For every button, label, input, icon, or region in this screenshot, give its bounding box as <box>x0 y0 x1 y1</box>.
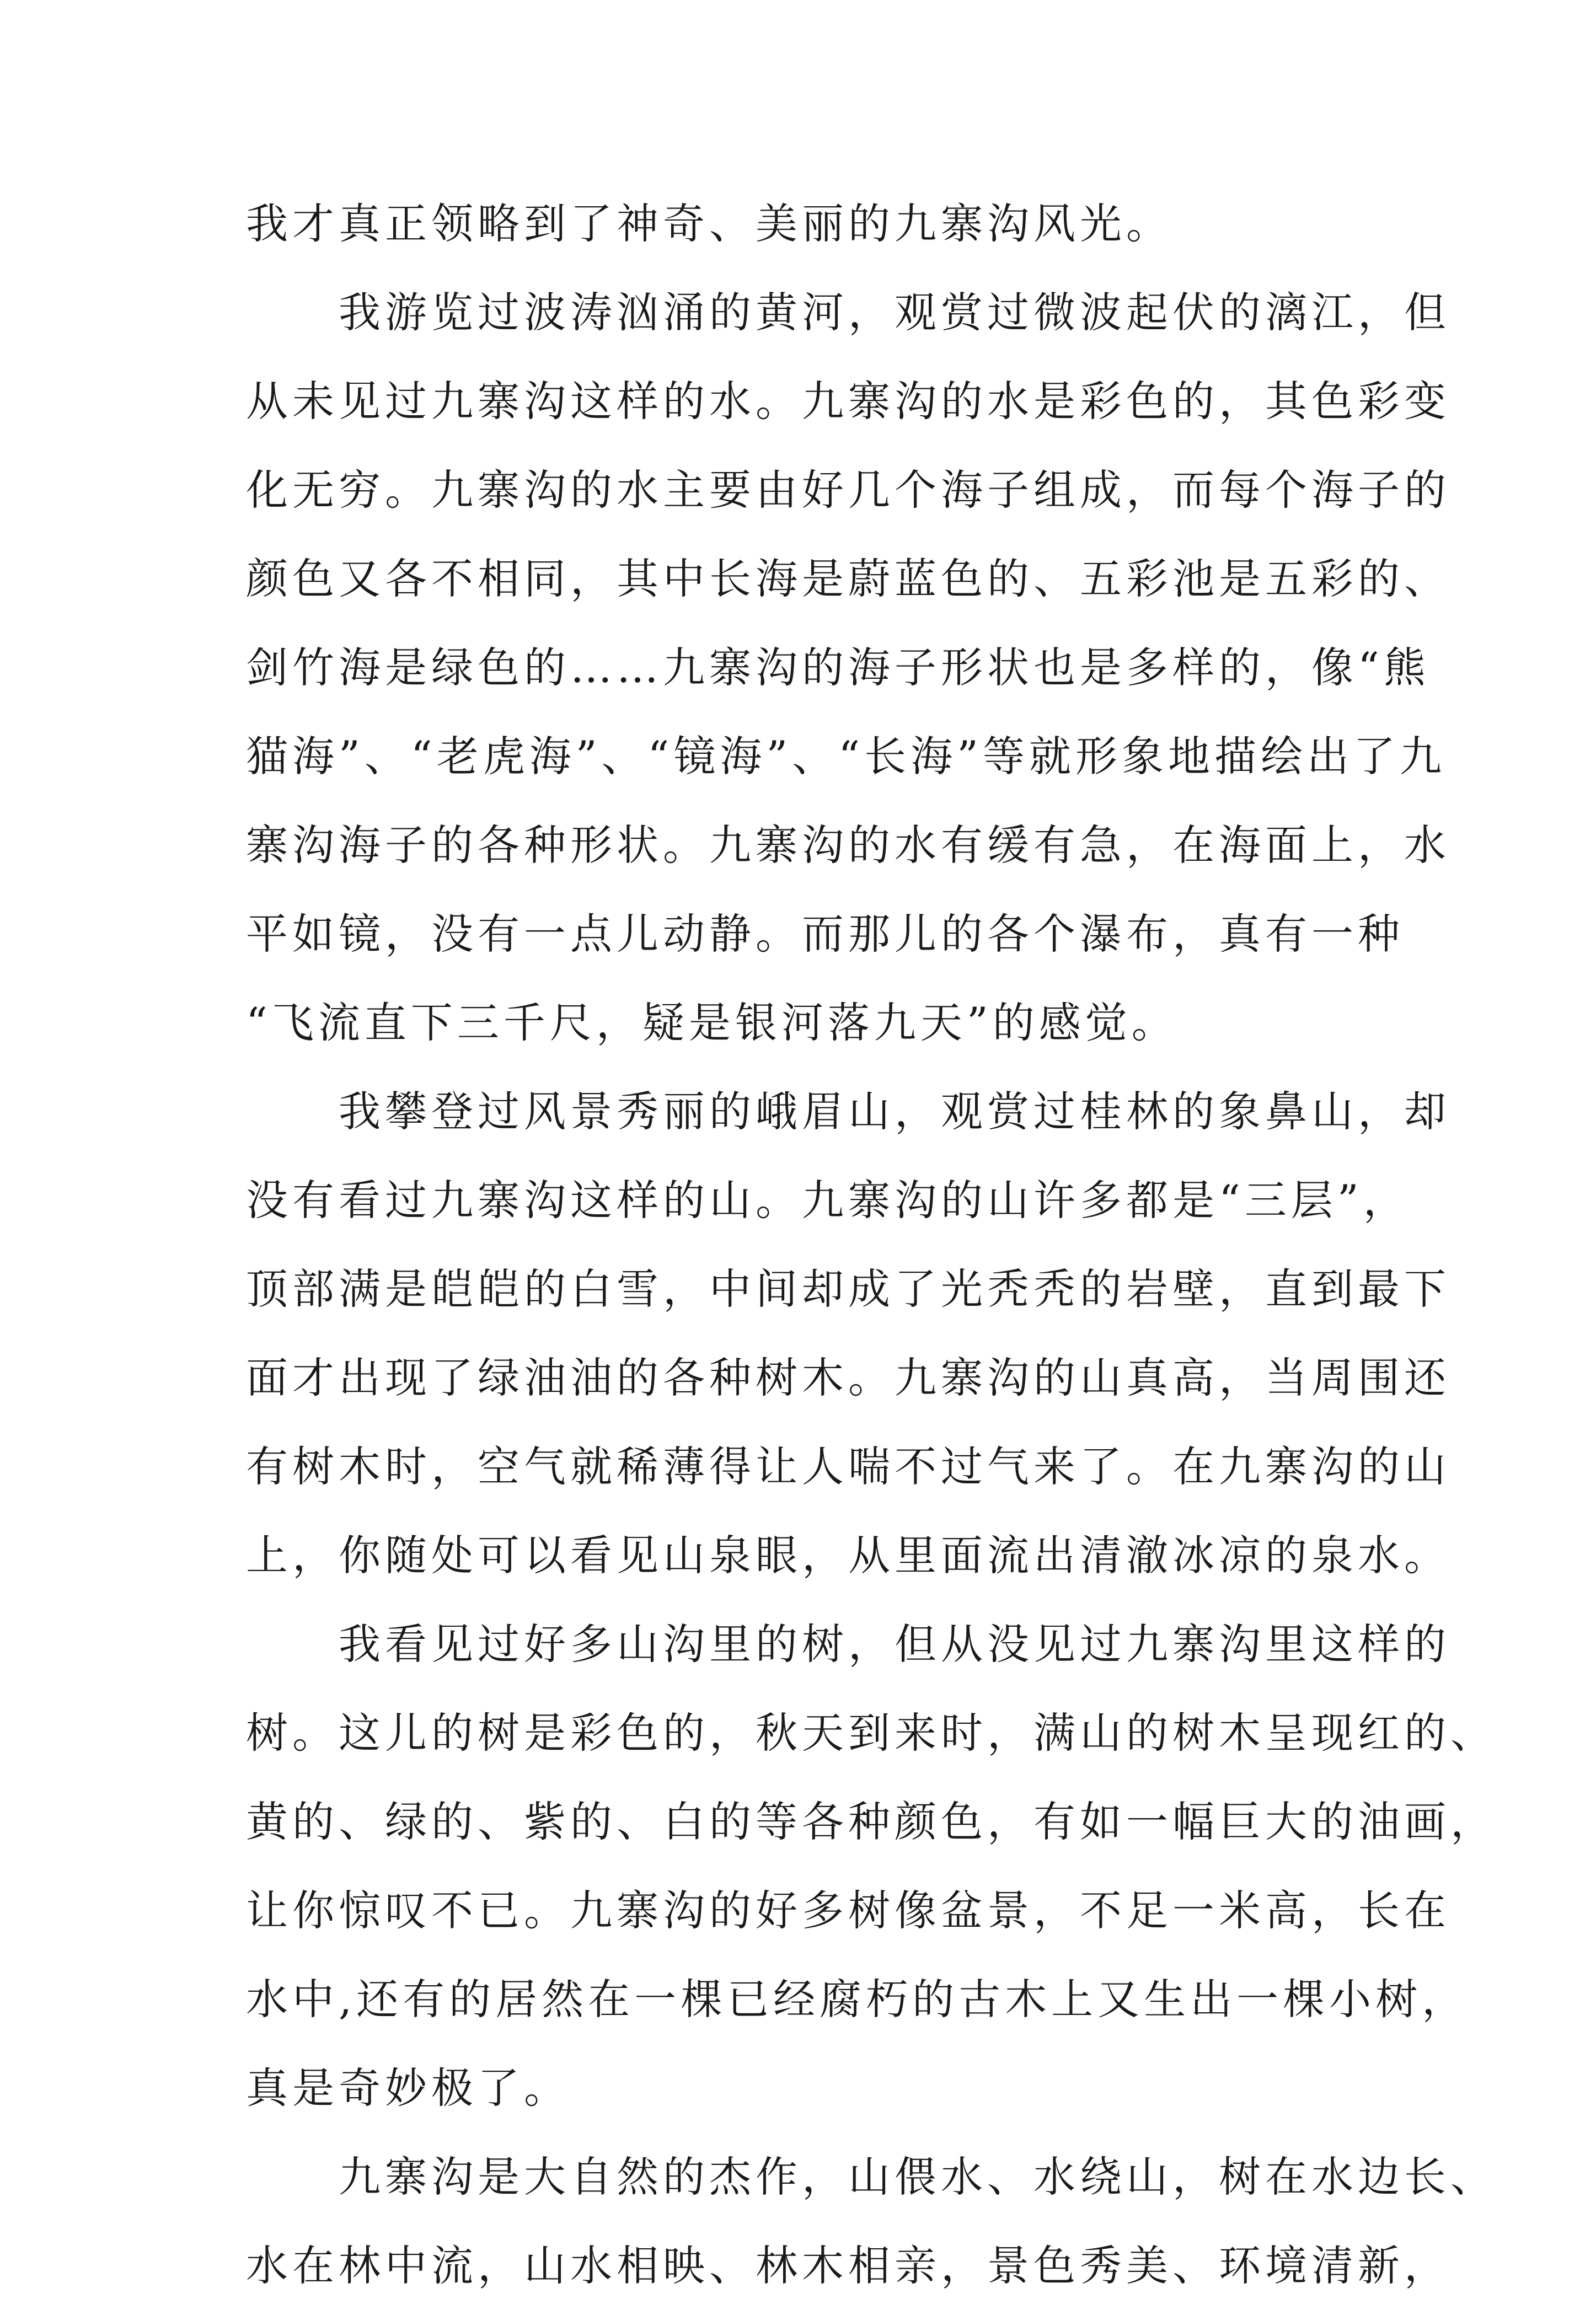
document-body <box>246 179 1497 2310</box>
text-line: 猫海”、“老虎海”、“镜海”、“长海”等就形象地描绘出了九 <box>246 732 1446 781</box>
text-line: 水中,还有的居然在一棵已经腐朽的古木上又生出一棵小树， <box>246 1975 1469 2024</box>
text-line: 让你惊叹不已。九寨沟的好多树像盆景，不足一米高，长在 <box>246 1886 1450 1935</box>
text-line: 没有看过九寨沟这样的山。九寨沟的山许多都是“三层”， <box>246 1176 1410 1225</box>
text-line: 有树木时，空气就稀薄得让人喘不过气来了。在九寨沟的山 <box>246 1442 1450 1491</box>
text-line: 从未见过九寨沟这样的水。九寨沟的水是彩色的，其色彩变 <box>246 377 1450 426</box>
text-line: 上，你随处可以看见山泉眼，从里面流出清澈冰凉的泉水。 <box>246 1531 1450 1580</box>
text-line: 水在林中流，山水相映、林木相亲，景色秀美、环境清新， <box>246 2241 1450 2290</box>
text-line: 颜色又各不相同，其中长海是蔚蓝色的、五彩池是五彩的、 <box>246 554 1450 603</box>
text-line: 树。这儿的树是彩色的，秋天到来时，满山的树木呈现红的、 <box>246 1708 1497 1757</box>
text-line: 我游览过波涛汹涌的黄河，观赏过微波起伏的漓江，但 <box>246 288 1450 337</box>
text-line: 剑竹海是绿色的……九寨沟的海子形状也是多样的，像“熊 <box>246 643 1430 692</box>
text-line: 黄的、绿的、紫的、白的等各种颜色，有如一幅巨大的油画， <box>246 1797 1497 1846</box>
text-line: 我看见过好多山沟里的树，但从没见过九寨沟里这样的 <box>246 1620 1450 1669</box>
text-line: 我才真正领略到了神奇、美丽的九寨沟风光。 <box>246 199 1172 248</box>
text-line: 寨沟海子的各种形状。九寨沟的水有缓有急，在海面上，水 <box>246 821 1450 870</box>
text-line: 化无穷。九寨沟的水主要由好几个海子组成，而每个海子的 <box>246 465 1450 514</box>
text-line: 面才出现了绿油油的各种树木。九寨沟的山真高，当周围还 <box>246 1353 1450 1402</box>
text-line: 顶部满是皑皑的白雪，中间却成了光秃秃的岩壁，直到最下 <box>246 1264 1450 1314</box>
text-line: 平如镜，没有一点儿动静。而那儿的各个瀑布，真有一种 <box>246 909 1404 958</box>
text-line: 我攀登过风景秀丽的峨眉山，观赏过桂林的象鼻山，却 <box>246 1087 1450 1136</box>
text-line: 九寨沟是大自然的杰作，山偎水、水绕山，树在水边长、 <box>246 2152 1497 2201</box>
text-line: 真是奇妙极了。 <box>246 2064 570 2113</box>
text-line: “飞流直下三千尺，疑是银河落九天”的感觉。 <box>246 998 1178 1047</box>
